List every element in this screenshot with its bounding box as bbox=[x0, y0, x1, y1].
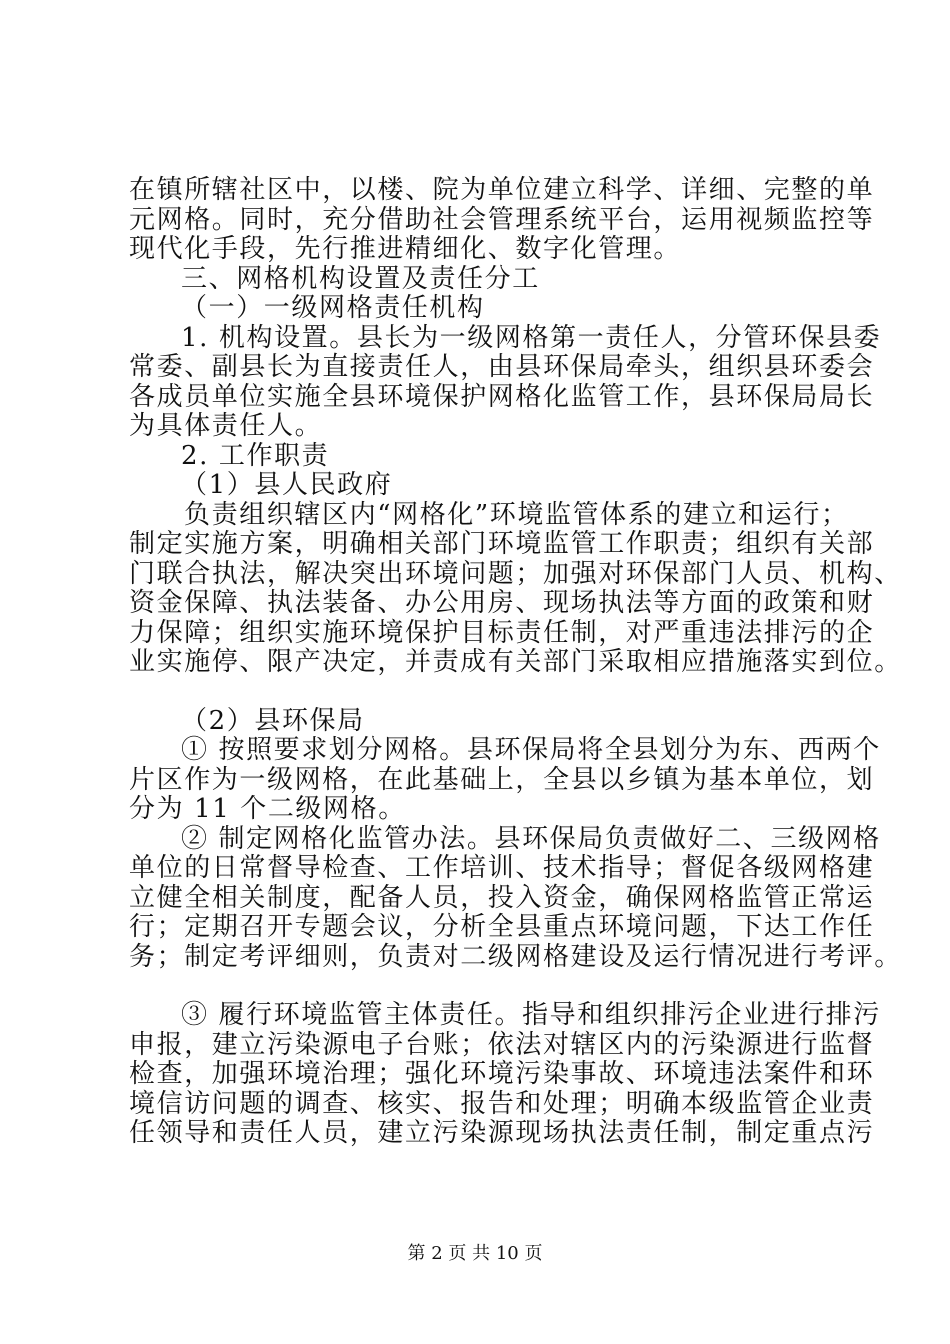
body-line: 检查，加强环境治理；强化环境污染事故、环境违法案件和环 bbox=[129, 1059, 875, 1089]
body-line: 境信访问题的调查、核实、报告和处理；明确本级监管企业责 bbox=[129, 1088, 875, 1119]
body-line: ① 按照要求划分网格。县环保局将全县划分为东、西两个 bbox=[181, 735, 881, 765]
body-line: 为具体责任人。 bbox=[129, 411, 323, 441]
body-line: 片区作为一级网格，在此基础上，全县以乡镇为基本单位，划 bbox=[129, 764, 875, 795]
body-line: 元网格。同时，充分借助社会管理系统平台，运用视频监控等 bbox=[129, 204, 875, 235]
body-line: 制定实施方案，明确相关部门环境监管工作职责；组织有关部 bbox=[129, 529, 875, 559]
body-line: 分为 11 个二级网格。 bbox=[129, 794, 406, 824]
document-body bbox=[129, 175, 902, 1149]
body-line: 负责组织辖区内“网格化”环境监管体系的建立和运行； bbox=[184, 499, 849, 530]
body-line: 门联合执法，解决突出环境问题；加强对环保部门人员、机构、 bbox=[129, 558, 902, 589]
section-heading: 三、网格机构设置及责任分工 bbox=[181, 263, 540, 294]
paragraph-gap bbox=[129, 678, 839, 707]
item-heading: （2）县环保局 bbox=[181, 705, 365, 736]
body-line: 1. 机构设置。县长为一级网格第一责任人，分管环保县委 bbox=[181, 322, 882, 353]
body-line: 务；制定考评细则，负责对二级网格建设及运行情况进行考评。 bbox=[129, 941, 902, 972]
body-line: 任领导和责任人员，建立污染源现场执法责任制，制定重点污 bbox=[129, 1118, 875, 1148]
paragraph-gap bbox=[129, 972, 839, 1001]
body-line: 申报，建立污染源电子台账；依法对辖区内的污染源进行监督 bbox=[129, 1029, 875, 1060]
body-line: 各成员单位实施全县环境保护网格化监管工作，县环保局局长 bbox=[129, 381, 875, 412]
item-heading: 2. 工作职责 bbox=[181, 440, 330, 471]
body-line: 行；定期召开专题会议，分析全县重点环境问题，下达工作任 bbox=[129, 912, 875, 942]
body-line: 现代化手段，先行推进精细化、数字化管理。 bbox=[129, 234, 682, 264]
body-line: ③ 履行环境监管主体责任。指导和组织排污企业进行排污 bbox=[181, 1000, 881, 1030]
body-line: 常委、副县长为直接责任人，由县环保局牵头，组织县环委会 bbox=[129, 352, 875, 382]
subsection-heading: （一）一级网格责任机构 bbox=[181, 293, 485, 323]
body-line: 单位的日常督导检查、工作培训、技术指导；督促各级网格建 bbox=[129, 853, 875, 883]
body-line: 立健全相关制度，配备人员，投入资金，确保网格监管正常运 bbox=[129, 882, 875, 913]
body-line: ② 制定网格化监管办法。县环保局负责做好二、三级网格 bbox=[181, 823, 881, 854]
body-line: 资金保障、执法装备、办公用房、现场执法等方面的政策和财 bbox=[129, 588, 875, 618]
body-line: 力保障；组织实施环境保护目标责任制，对严重违法排污的企 bbox=[129, 617, 875, 648]
page-number-footer: 第 2 页 共 10 页 bbox=[407, 1243, 543, 1264]
body-line: 在镇所辖社区中，以楼、院为单位建立科学、详细、完整的单 bbox=[129, 175, 875, 205]
body-line: 业实施停、限产决定，并责成有关部门采取相应措施落实到位。 bbox=[129, 647, 902, 677]
item-heading: （1）县人民政府 bbox=[181, 470, 393, 500]
